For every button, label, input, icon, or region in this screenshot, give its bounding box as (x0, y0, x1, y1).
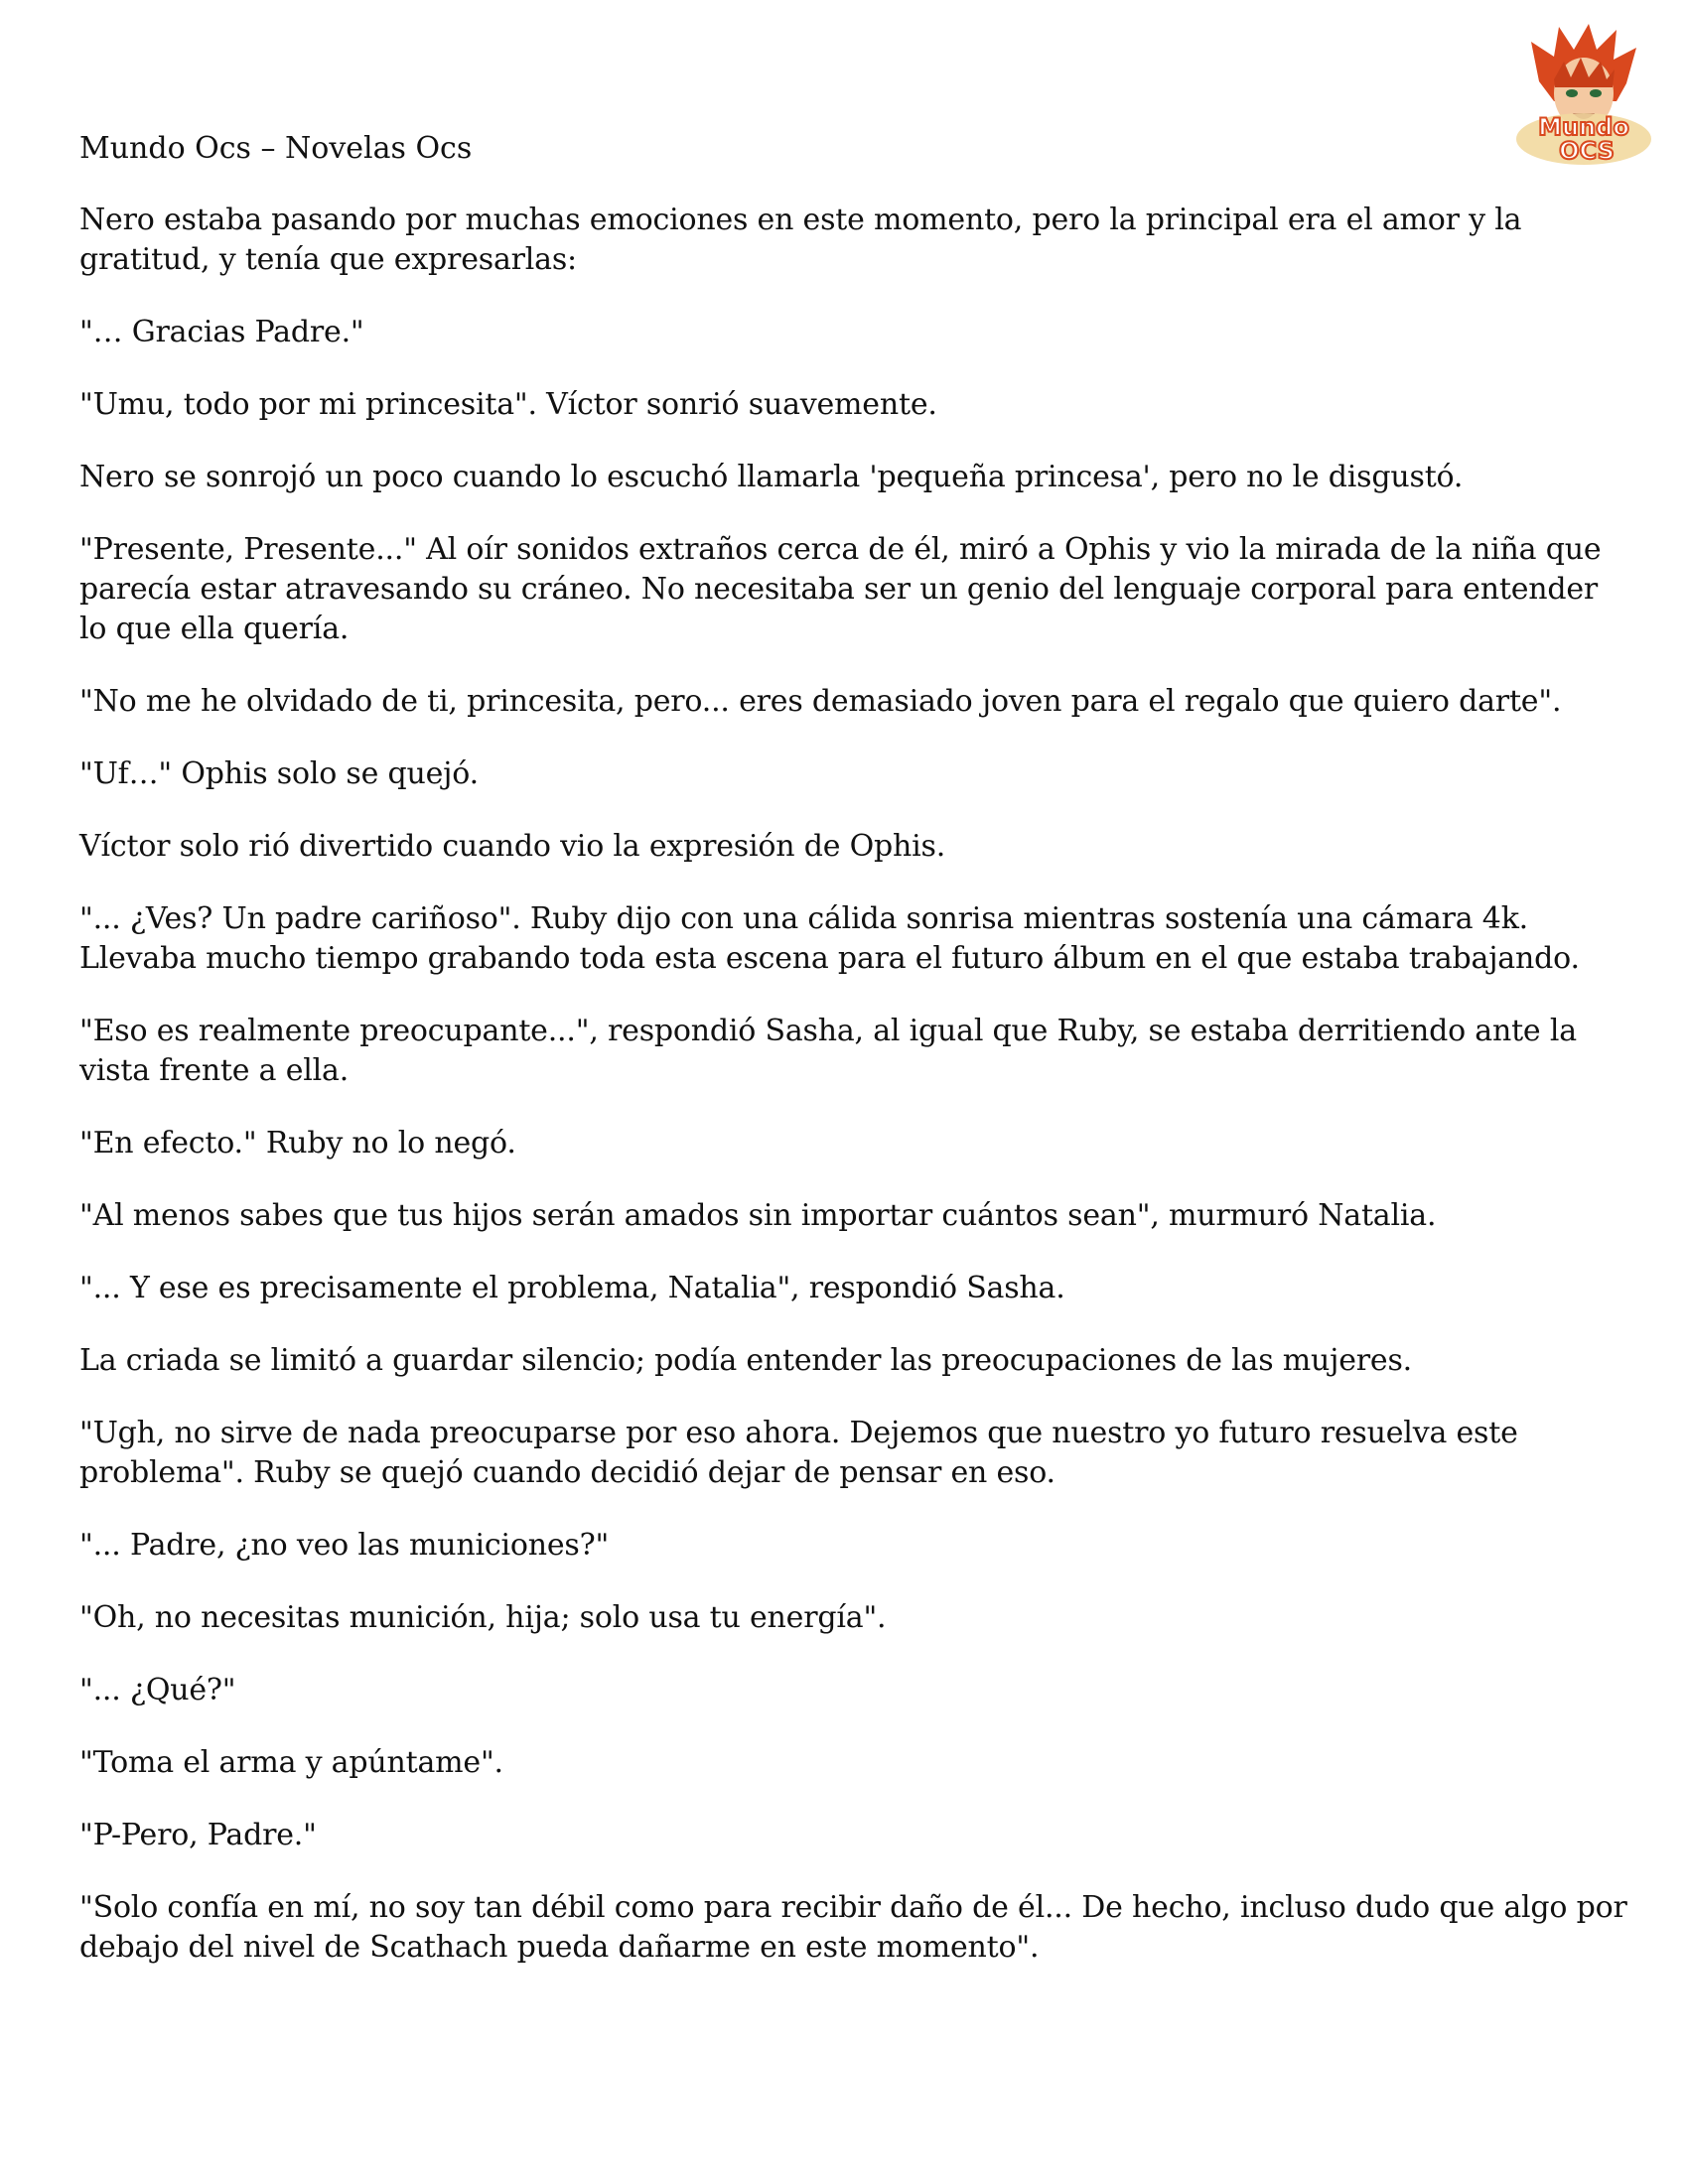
paragraph: Víctor solo rió divertido cuando vio la expresión de Ophis. (79, 829, 946, 864)
paragraph: "Presente, Presente..." Al oír sonidos extraños cerca de él, miró a Ophis y vio la mirada de la niña que parecía estar atravesando su cráneo. No necesitaba ser un genio del lenguaje corporal para entender lo que ella quería. (79, 532, 1602, 646)
paragraph: "... ¿Ves? Un padre cariñoso". Ruby dijo con una cálida sonrisa mientras sostenía una cámara 4k. Llevaba mucho tiempo grabando toda esta escena para el futuro álbum en el que estaba trabajando. (79, 901, 1580, 976)
logo-text-ocs: OCS (1559, 137, 1615, 165)
paragraph: "Uf…" Ophis solo se quejó. (79, 756, 479, 791)
paragraph: "Solo confía en mí, no soy tan débil como para recibir daño de él... De hecho, incluso dudo que algo por debajo del nivel de Scathach pueda dañarme en este momento". (79, 1890, 1627, 1965)
document-page (79, 129, 1628, 2000)
logo-text-mundo: Mundo (1538, 113, 1629, 141)
paragraph: "P-Pero, Padre." (79, 1818, 317, 1852)
paragraph: "Oh, no necesitas munición, hija; solo usa tu energía". (79, 1600, 887, 1635)
paragraph: "... Padre, ¿no veo las municiones?" (79, 1528, 610, 1563)
paragraph: "Toma el arma y apúntame". (79, 1745, 503, 1780)
paragraph: Nero se sonrojó un poco cuando lo escuchó llamarla 'pequeña princesa', pero no le disgustó. (79, 460, 1464, 494)
paragraph: Nero estaba pasando por muchas emociones en este momento, pero la principal era el amor y la gratitud, y tenía que expresarlas: (79, 203, 1522, 277)
paragraph: "... ¿Qué?" (79, 1673, 236, 1707)
paragraph: "Al menos sabes que tus hijos serán amados sin importar cuántos sean", murmuró Natalia. (79, 1198, 1437, 1233)
paragraph: "Umu, todo por mi princesita". Víctor sonrió suavemente. (79, 387, 937, 422)
paragraph: "... Y ese es precisamente el problema, Natalia", respondió Sasha. (79, 1271, 1065, 1305)
paragraph: La criada se limitó a guardar silencio; podía entender las preocupaciones de las mujeres. (79, 1343, 1413, 1378)
paragraph: "… Gracias Padre." (79, 315, 364, 349)
paragraph: "Eso es realmente preocupante...", respondió Sasha, al igual que Ruby, se estaba derritiendo ante la vista frente a ella. (79, 1014, 1577, 1088)
paragraph: "No me he olvidado de ti, princesita, pero... eres demasiado joven para el regalo que quiero darte". (79, 684, 1562, 719)
page-header: Mundo Ocs – Novelas Ocs (79, 131, 473, 166)
paragraph: "Ugh, no sirve de nada preocuparse por eso ahora. Dejemos que nuestro yo futuro resuelva este problema". Ruby se quejó cuando decidió dejar de pensar en eso. (79, 1416, 1518, 1490)
paragraph: "En efecto." Ruby no lo negó. (79, 1126, 516, 1160)
